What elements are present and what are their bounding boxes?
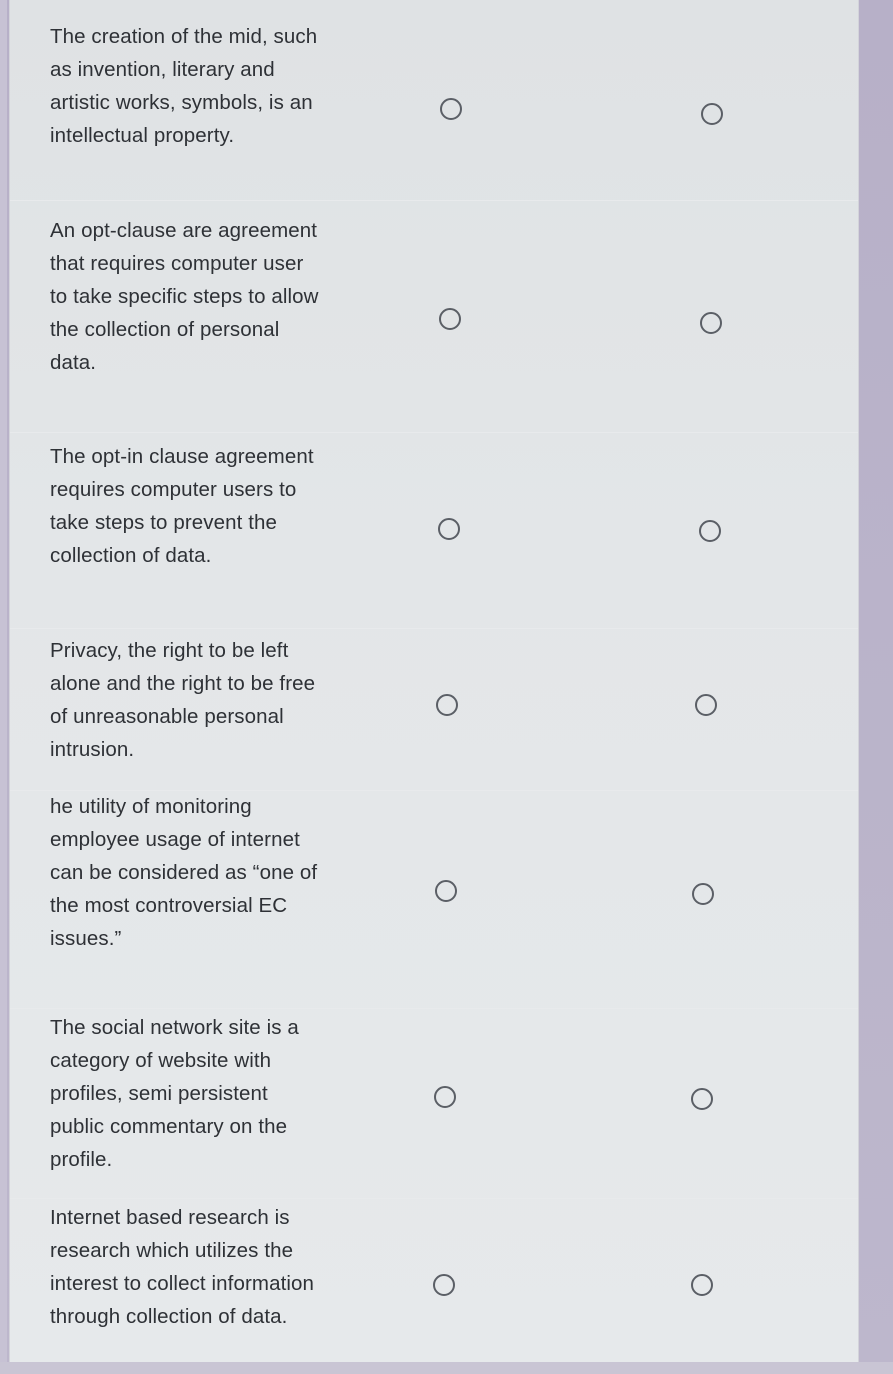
grid-row-3 [10, 432, 858, 629]
row-label-4: Privacy, the right to be left alone and the right to be free of unreasonable personal intrusion. [50, 639, 316, 761]
row-label-7: Internet based research is research which utilizes the interest to collect information through collection of data. [50, 1206, 315, 1328]
radio-row-5-col-1[interactable] [435, 880, 457, 902]
radio-row-4-col-2[interactable] [695, 694, 717, 716]
radio-row-1-col-2[interactable] [701, 103, 723, 125]
radio-row-1-col-1[interactable] [440, 98, 462, 120]
radio-row-4-col-1[interactable] [436, 694, 458, 716]
radio-row-3-col-1[interactable] [438, 518, 460, 540]
row-label-2: An opt-clause are agreement that requires computer user to take specific steps to allow the collection of personal data. [50, 219, 319, 374]
row-label-3: The opt-in clause agreement requires computer users to take steps to prevent the collection of data. [50, 445, 314, 567]
grid-row-4 [10, 628, 858, 791]
row-label-6: The social network site is a category of website with profiles, semi persistent public commentary on the profile. [50, 1016, 299, 1171]
grid-row-6 [10, 1008, 858, 1199]
grid-row-2 [10, 200, 858, 433]
radio-row-7-col-1[interactable] [433, 1274, 455, 1296]
grid-row-1 [10, 0, 858, 201]
grid-row-5 [10, 790, 858, 1009]
radio-row-3-col-2[interactable] [699, 520, 721, 542]
grid-question-card [10, 0, 858, 1362]
radio-row-5-col-2[interactable] [692, 883, 714, 905]
bottom-edge [0, 1362, 893, 1374]
row-label-5: he utility of monitoring employee usage of internet can be considered as “one of the most controversial EC issues.” [50, 795, 318, 950]
grid-row-7 [10, 1198, 858, 1362]
radio-row-2-col-1[interactable] [439, 308, 461, 330]
radio-row-2-col-2[interactable] [700, 312, 722, 334]
radio-row-7-col-2[interactable] [691, 1274, 713, 1296]
row-label-1: The creation of the mid, such as invention, literary and artistic works, symbols, is an intellectual property. [50, 25, 318, 147]
radio-row-6-col-2[interactable] [691, 1088, 713, 1110]
radio-row-6-col-1[interactable] [434, 1086, 456, 1108]
